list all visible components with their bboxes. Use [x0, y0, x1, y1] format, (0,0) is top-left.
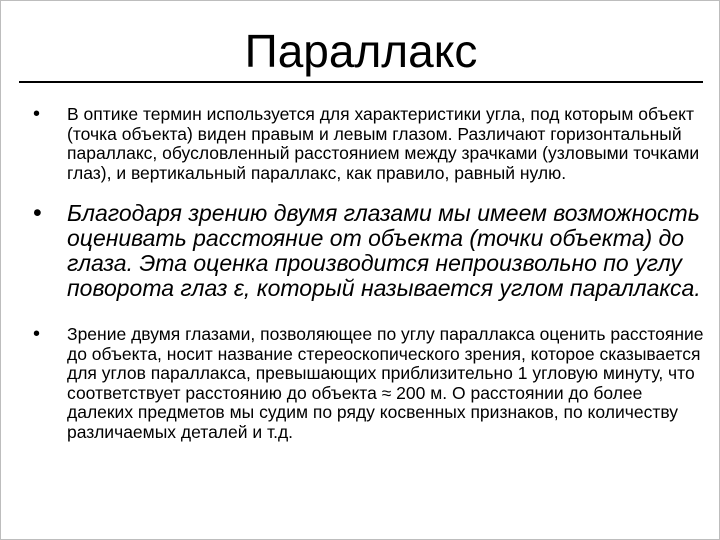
bullet-item-distance-estimation — [33, 201, 705, 301]
bullet-item-definition — [33, 105, 705, 183]
slide-title: Параллакс — [244, 25, 478, 77]
bullet-icon: • — [33, 323, 41, 345]
bullet-text: В оптике термин используется для характеристики угла, под которым объект (точка объекта) виден правым и левым глазом. Различают горизонтальный параллакс, обусловленный расстоянием между зрачками (узловыми точками глаз), и вертикальный параллакс, как правило, равный нулю. — [67, 104, 700, 183]
bullet-list — [33, 105, 705, 442]
bullet-icon: • — [33, 103, 41, 125]
title-divider — [19, 81, 703, 83]
bullet-text: Зрение двумя глазами, позволяющее по углу параллакса оценить расстояние до объекта, носит название стереоскопического зрения, которое сказывается для углов параллакса, превышающих приблизительно 1 угловую минуту, что соответствует расстоянию до объекта ≈ 200 м. О расстоянии до более далеких предметов мы судим по ряду косвенных признаков, по количеству различаемых деталей и т.д. — [67, 324, 704, 442]
bullet-item-stereoscopic-vision — [33, 325, 705, 442]
bullet-icon: • — [33, 199, 42, 227]
bullet-text: Благодаря зрению двумя глазами мы имеем возможность оценивать расстояние от объекта (точки объекта) до глаза. Эта оценка производится непроизвольно по углу поворота глаз ε, который называется углом параллакса. — [67, 200, 701, 301]
